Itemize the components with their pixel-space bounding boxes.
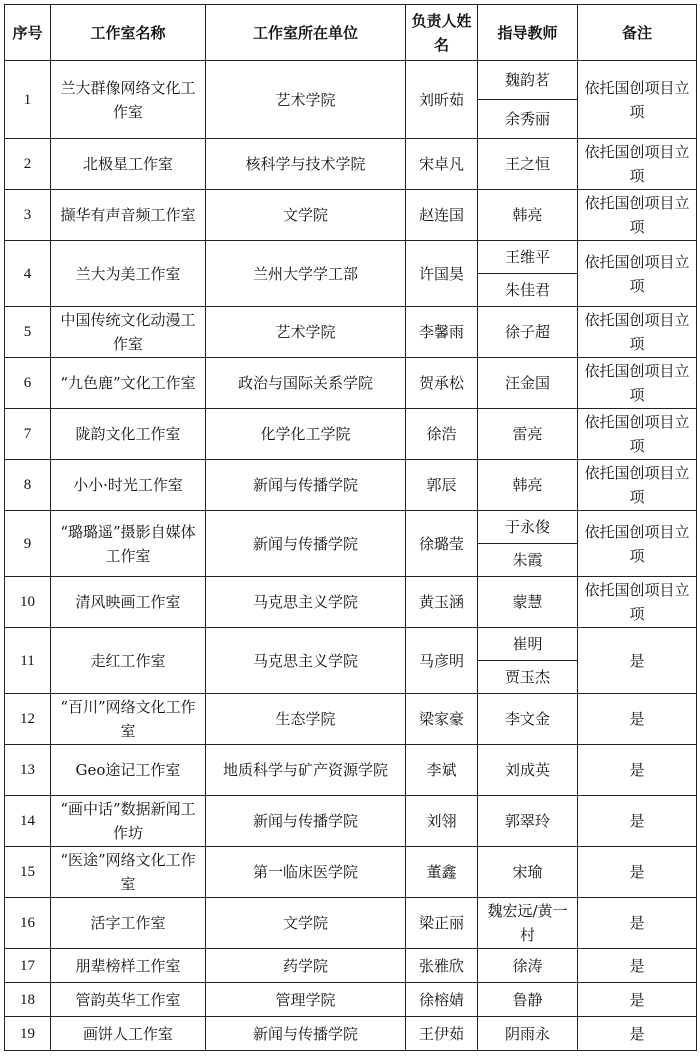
note-cell: 依托国创项目立项 — [578, 409, 697, 460]
table-row — [5, 241, 697, 274]
teacher-name: 魏宏远/黄一村 — [478, 898, 578, 949]
note-cell: 依托国创项目立项 — [578, 358, 697, 409]
row-number: 4 — [5, 241, 51, 307]
leader-name: 梁正丽 — [406, 898, 478, 949]
note-cell: 依托国创项目立项 — [578, 61, 697, 139]
leader-name: 马彦明 — [406, 628, 478, 694]
studio-unit: 新闻与传播学院 — [206, 1017, 406, 1051]
teacher-name: 徐涛 — [478, 949, 578, 983]
leader-name: 王伊茹 — [406, 1017, 478, 1051]
leader-name: 许国昊 — [406, 241, 478, 307]
studio-name: 画饼人工作室 — [51, 1017, 206, 1051]
teacher-name: 于永俊 — [478, 511, 578, 544]
teacher-name: 朱霞 — [478, 544, 578, 577]
table-row — [5, 511, 697, 544]
row-number: 9 — [5, 511, 51, 577]
header-row — [5, 5, 697, 61]
studio-name: “医途”网络文化工作室 — [51, 847, 206, 898]
note-cell: 是 — [578, 628, 697, 694]
leader-name: 李馨雨 — [406, 307, 478, 358]
note-cell: 依托国创项目立项 — [578, 241, 697, 307]
header-note: 备注 — [578, 5, 697, 61]
row-number: 19 — [5, 1017, 51, 1051]
leader-name: 张雅欣 — [406, 949, 478, 983]
teacher-name: 阴雨永 — [478, 1017, 578, 1051]
row-number: 11 — [5, 628, 51, 694]
header-no: 序号 — [5, 5, 51, 61]
studio-name: 活字工作室 — [51, 898, 206, 949]
row-number: 12 — [5, 694, 51, 745]
table-row — [5, 847, 697, 898]
table-row — [5, 139, 697, 190]
teacher-name: 徐子超 — [478, 307, 578, 358]
row-number: 17 — [5, 949, 51, 983]
table-row — [5, 898, 697, 949]
leader-name: 刘昕茹 — [406, 61, 478, 139]
note-cell: 是 — [578, 898, 697, 949]
teacher-name: 宋瑜 — [478, 847, 578, 898]
leader-name: 徐榕婧 — [406, 983, 478, 1017]
row-number: 5 — [5, 307, 51, 358]
studio-name: 北极星工作室 — [51, 139, 206, 190]
teacher-name: 鲁静 — [478, 983, 578, 1017]
table-row — [5, 745, 697, 796]
studio-unit: 艺术学院 — [206, 307, 406, 358]
studio-unit: 新闻与传播学院 — [206, 511, 406, 577]
teacher-name: 朱佳君 — [478, 274, 578, 307]
studio-name: 管韵英华工作室 — [51, 983, 206, 1017]
table-row — [5, 358, 697, 409]
teacher-name: 韩亮 — [478, 190, 578, 241]
teacher-name: 刘成英 — [478, 745, 578, 796]
studio-unit: 地质科学与矿产资源学院 — [206, 745, 406, 796]
studio-unit: 马克思主义学院 — [206, 628, 406, 694]
table-row — [5, 61, 697, 100]
studio-unit: 马克思主义学院 — [206, 577, 406, 628]
teacher-name: 崔明 — [478, 628, 578, 661]
studio-name: 朋辈榜样工作室 — [51, 949, 206, 983]
studio-name: 中国传统文化动漫工作室 — [51, 307, 206, 358]
leader-name: 徐璐莹 — [406, 511, 478, 577]
studio-name: 兰大群像网络文化工作室 — [51, 61, 206, 139]
row-number: 15 — [5, 847, 51, 898]
note-cell: 是 — [578, 949, 697, 983]
teacher-name: 郭翠玲 — [478, 796, 578, 847]
note-cell: 依托国创项目立项 — [578, 307, 697, 358]
table-row — [5, 949, 697, 983]
studio-name: 兰大为美工作室 — [51, 241, 206, 307]
studio-name: “画中话”数据新闻工作坊 — [51, 796, 206, 847]
table-row — [5, 1017, 697, 1051]
teacher-name: 李文金 — [478, 694, 578, 745]
note-cell: 依托国创项目立项 — [578, 577, 697, 628]
table-row — [5, 409, 697, 460]
leader-name: 刘翎 — [406, 796, 478, 847]
studio-unit: 管理学院 — [206, 983, 406, 1017]
note-cell: 是 — [578, 847, 697, 898]
studio-name: 走红工作室 — [51, 628, 206, 694]
leader-name: 宋卓凡 — [406, 139, 478, 190]
studio-name: “璐璐遥”摄影自媒体工作室 — [51, 511, 206, 577]
note-cell: 依托国创项目立项 — [578, 190, 697, 241]
note-cell: 是 — [578, 694, 697, 745]
header-unit: 工作室所在单位 — [206, 5, 406, 61]
leader-name: 黄玉涵 — [406, 577, 478, 628]
studio-unit: 新闻与传播学院 — [206, 460, 406, 511]
studio-unit: 政治与国际关系学院 — [206, 358, 406, 409]
row-number: 18 — [5, 983, 51, 1017]
table-row — [5, 796, 697, 847]
leader-name: 徐浩 — [406, 409, 478, 460]
studio-unit: 艺术学院 — [206, 61, 406, 139]
note-cell: 是 — [578, 796, 697, 847]
studio-unit: 化学化工学院 — [206, 409, 406, 460]
studio-unit: 生态学院 — [206, 694, 406, 745]
teacher-name: 雷亮 — [478, 409, 578, 460]
teacher-name: 王之恒 — [478, 139, 578, 190]
studio-unit: 新闻与传播学院 — [206, 796, 406, 847]
row-number: 3 — [5, 190, 51, 241]
table-row — [5, 983, 697, 1017]
studio-name: “百川”网络文化工作室 — [51, 694, 206, 745]
studio-unit: 核科学与技术学院 — [206, 139, 406, 190]
teacher-name: 王维平 — [478, 241, 578, 274]
studio-name: 撷华有声音频工作室 — [51, 190, 206, 241]
row-number: 6 — [5, 358, 51, 409]
table-row — [5, 460, 697, 511]
leader-name: 董鑫 — [406, 847, 478, 898]
leader-name: 郭辰 — [406, 460, 478, 511]
teacher-name: 汪金国 — [478, 358, 578, 409]
header-teacher: 指导教师 — [478, 5, 578, 61]
header-leader: 负责人姓名 — [406, 5, 478, 61]
studio-unit: 文学院 — [206, 898, 406, 949]
table-row — [5, 694, 697, 745]
table-body — [5, 61, 697, 1051]
row-number: 10 — [5, 577, 51, 628]
note-cell: 是 — [578, 745, 697, 796]
leader-name: 贺承松 — [406, 358, 478, 409]
teacher-name: 韩亮 — [478, 460, 578, 511]
leader-name: 梁家豪 — [406, 694, 478, 745]
studio-name: 清风映画工作室 — [51, 577, 206, 628]
studio-name: 小小·时光工作室 — [51, 460, 206, 511]
note-cell: 依托国创项目立项 — [578, 511, 697, 577]
leader-name: 李斌 — [406, 745, 478, 796]
teacher-name: 蒙慧 — [478, 577, 578, 628]
row-number: 1 — [5, 61, 51, 139]
row-number: 2 — [5, 139, 51, 190]
row-number: 13 — [5, 745, 51, 796]
table-row — [5, 628, 697, 661]
teacher-name: 贾玉杰 — [478, 661, 578, 694]
header-name: 工作室名称 — [51, 5, 206, 61]
table-row — [5, 190, 697, 241]
studio-unit: 文学院 — [206, 190, 406, 241]
note-cell: 依托国创项目立项 — [578, 460, 697, 511]
table-row — [5, 307, 697, 358]
studio-name: Geo途记工作室 — [51, 745, 206, 796]
row-number: 8 — [5, 460, 51, 511]
studio-name: “九色鹿”文化工作室 — [51, 358, 206, 409]
teacher-name: 余秀丽 — [478, 100, 578, 139]
row-number: 7 — [5, 409, 51, 460]
studio-table — [4, 4, 697, 1051]
note-cell: 依托国创项目立项 — [578, 139, 697, 190]
leader-name: 赵连国 — [406, 190, 478, 241]
note-cell: 是 — [578, 983, 697, 1017]
studio-name: 陇韵文化工作室 — [51, 409, 206, 460]
studio-unit: 药学院 — [206, 949, 406, 983]
table-row — [5, 577, 697, 628]
note-cell: 是 — [578, 1017, 697, 1051]
teacher-name: 魏韵茗 — [478, 61, 578, 100]
row-number: 16 — [5, 898, 51, 949]
studio-unit: 第一临床医学院 — [206, 847, 406, 898]
studio-unit: 兰州大学学工部 — [206, 241, 406, 307]
row-number: 14 — [5, 796, 51, 847]
